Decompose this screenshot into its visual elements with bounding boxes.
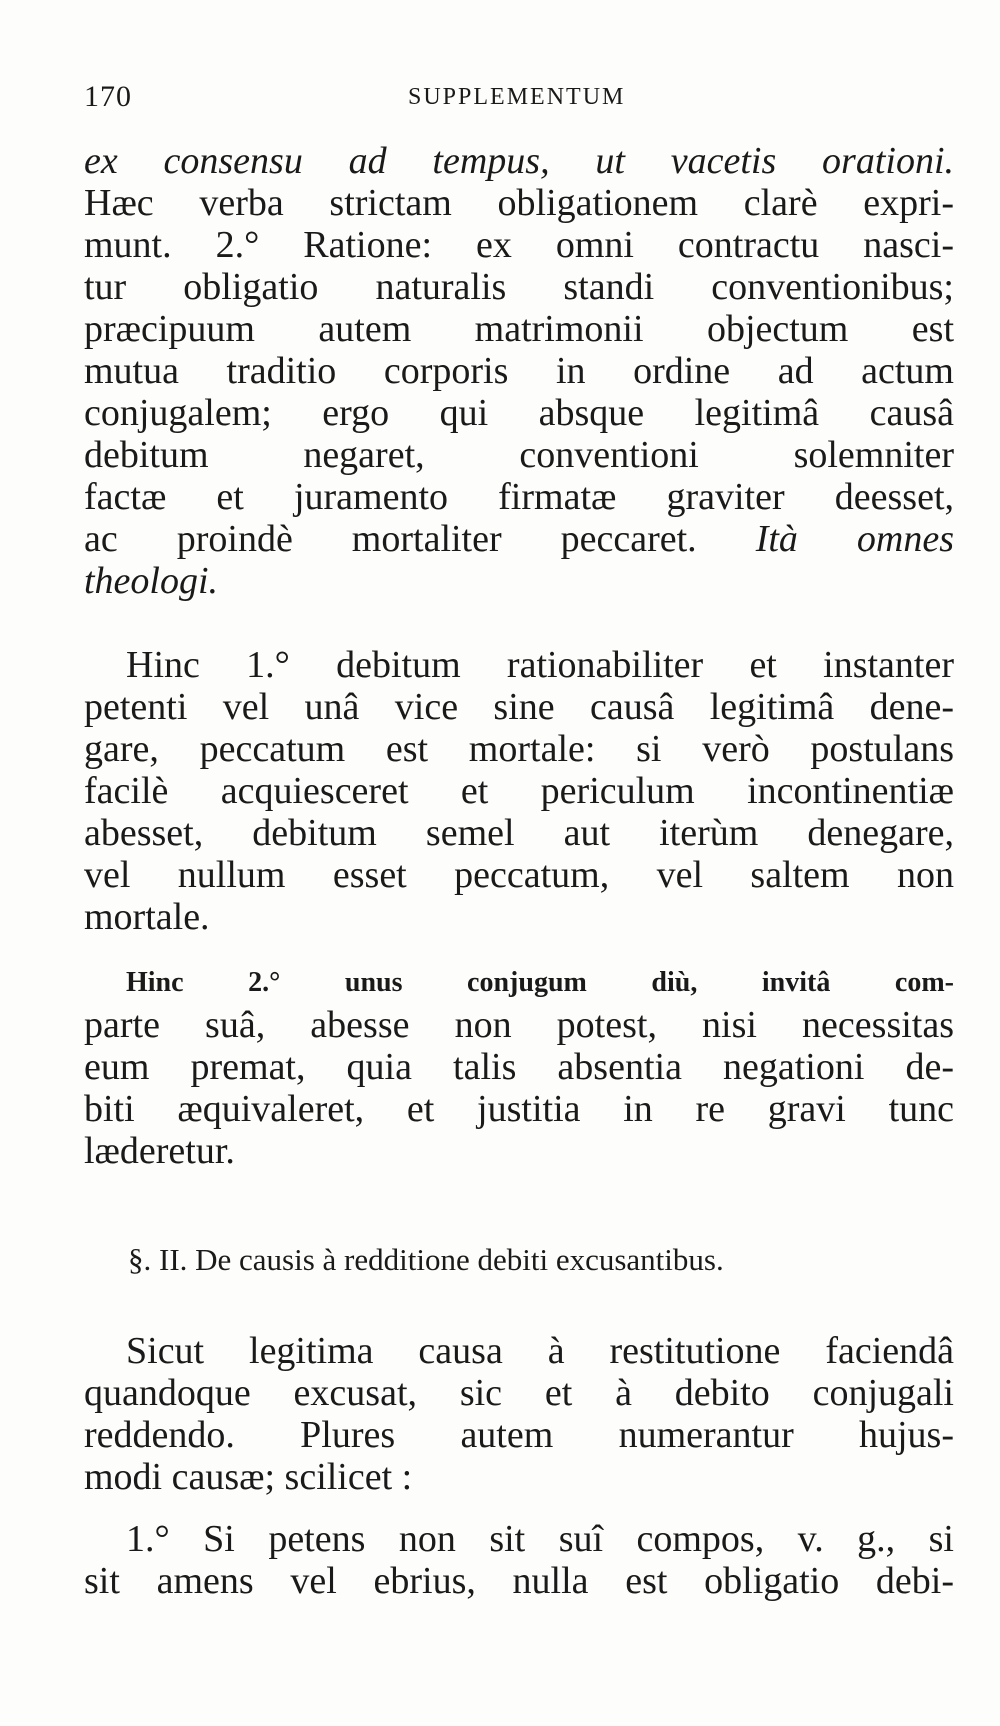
- section-heading: §. II. De causis à redditione debiti excusantibus.: [128, 1242, 724, 1277]
- text-line: mortale.: [84, 896, 210, 938]
- text-line: 1.° Si petens non sit suî compos, v. g., si: [126, 1518, 954, 1560]
- text-line: Hinc 2.° unus conjugum diù, invitâ com-: [126, 967, 954, 998]
- text-line: ex consensu ad tempus, ut vacetis orationi.: [84, 140, 954, 182]
- text-line: reddendo. Plures autem numerantur hujus-: [84, 1414, 954, 1456]
- paragraph-5: [84, 1518, 954, 1602]
- text-span: ac proindè mortaliter peccaret.: [84, 518, 697, 560]
- paragraph-1: [84, 140, 954, 602]
- text-line: vel nullum esset peccatum, vel saltem non: [84, 854, 954, 896]
- text-line: Sicut legitima causa à restitutione faciendâ: [126, 1330, 954, 1372]
- text-line: munt. 2.° Ratione: ex omni contractu nasci-: [84, 224, 954, 266]
- page-number: 170: [84, 80, 132, 113]
- text-line: sit amens vel ebrius, nulla est obligatio debi-: [84, 1560, 954, 1602]
- text-line: eum premat, quia talis absentia negationi de-: [84, 1046, 954, 1088]
- text-line: Hinc 1.° debitum rationabiliter et instanter: [126, 644, 954, 686]
- text-line: tur obligatio naturalis standi conventionibus;: [84, 266, 954, 308]
- text-line: mutua traditio corporis in ordine ad actum: [84, 350, 954, 392]
- page-header: [84, 80, 950, 120]
- paragraph-4: [84, 1330, 954, 1498]
- text-line: parte suâ, abesse non potest, nisi necessitas: [84, 1004, 954, 1046]
- emphasis-text: Ità omnes: [755, 518, 954, 560]
- text-line: theologi.: [84, 560, 219, 602]
- text-line: modi causæ; scilicet :: [84, 1456, 413, 1498]
- running-head: SUPPLEMENTUM: [408, 84, 626, 110]
- text-line: gare, peccatum est mortale: si verò postulans: [84, 728, 954, 770]
- text-line: præcipuum autem matrimonii objectum est: [84, 308, 954, 350]
- text-line: biti æquivaleret, et justitia in re gravi tunc: [84, 1088, 954, 1130]
- text-line: quandoque excusat, sic et à debito conjugali: [84, 1372, 954, 1414]
- text-line-with-emphasis: [84, 518, 954, 560]
- text-line: debitum negaret, conventioni solemniter: [84, 434, 954, 476]
- text-line: Hæc verba strictam obligationem clarè expri-: [84, 182, 954, 224]
- text-line: petenti vel unâ vice sine causâ legitimâ dene-: [84, 686, 954, 728]
- text-line: læderetur.: [84, 1130, 235, 1172]
- text-line: abesset, debitum semel aut iterùm denegare,: [84, 812, 954, 854]
- paragraph-3: [84, 962, 954, 1172]
- text-line: conjugalem; ergo qui absque legitimâ causâ: [84, 392, 954, 434]
- text-line: facilè acquiesceret et periculum incontinentiæ: [84, 770, 954, 812]
- paragraph-2: [84, 644, 954, 938]
- text-line: factæ et juramento firmatæ graviter deesset,: [84, 476, 954, 518]
